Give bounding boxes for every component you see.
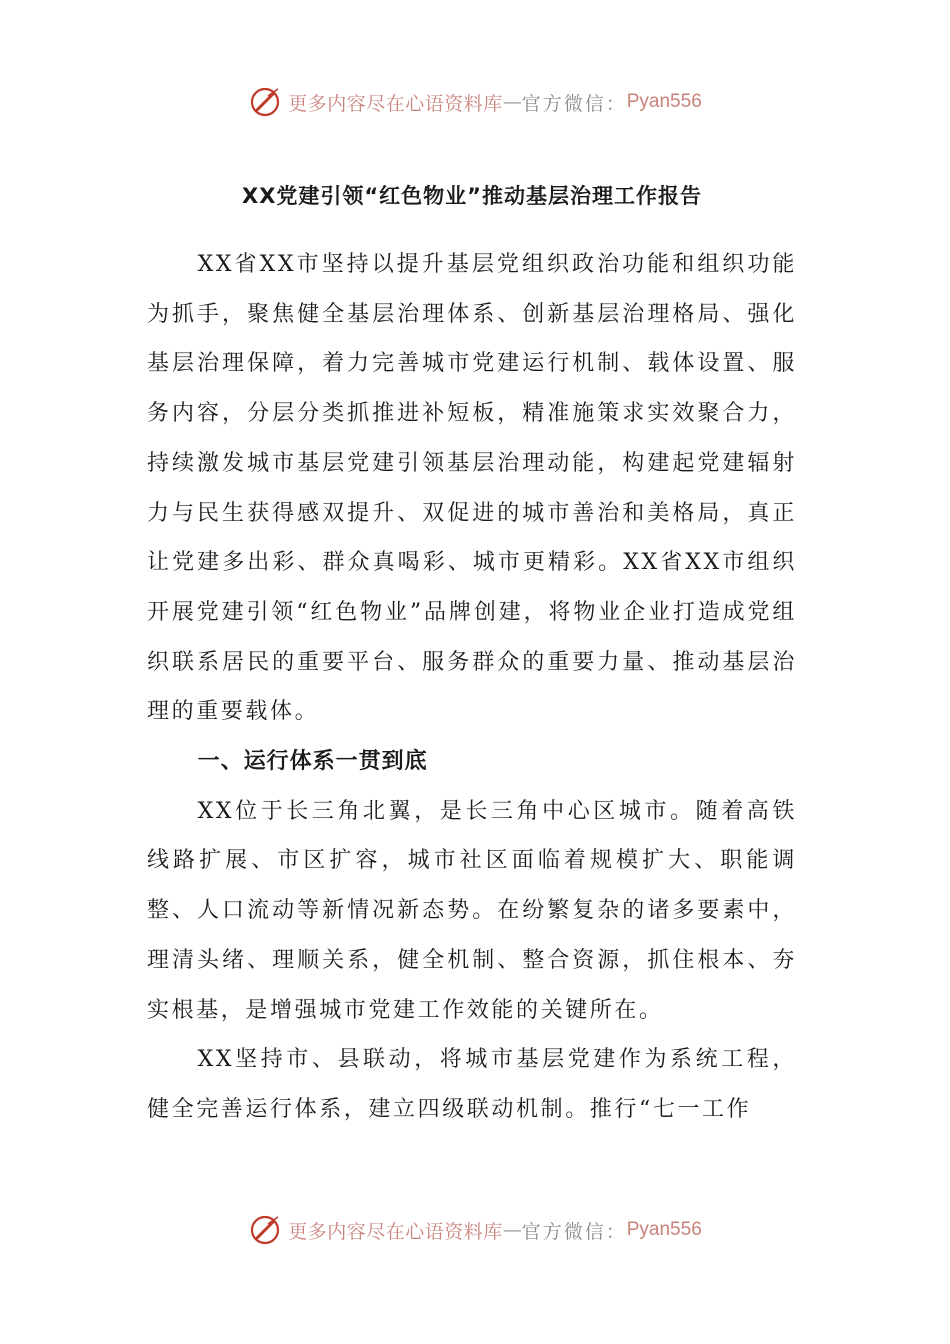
intro-paragraph: XX省XX市坚持以提升基层党组织政治功能和组织功能为抓手，聚焦健全基层治理体系、创新基层治理格局、强化基层治理保障，着力完善城市党建运行机制、载体设置、服务内容，分层分类抓推进补短板，精准施策求实效聚合力，持续激发城市基层党建引领基层治理动能，构建起党建辐射力与民生获得感双提升、双促进的城市善治和美格局，真正让党建多出彩、群众真喝彩、城市更精彩。XX省XX市组织开展党建引领“红色物业”品牌创建，将物业企业打造成党组织联系居民的重要平台、服务群众的重要力量、推动基层治理的重要载体。 <box>147 252 797 725</box>
footer-watermark <box>0 1210 950 1250</box>
document-body <box>147 172 797 1135</box>
section-paragraph: XX位于长三角北翼，是长三角中心区城市。随着高铁线路扩展、市区扩容，城市社区面临着规模扩大、职能调整、人口流动等新情况新态势。在纷繁复杂的诸多要素中，理清头绪、理顺关系，健全机制、整合资源，抓住根本、夯实根基，是增强城市党建工作效能的关键所在。 <box>147 798 797 1023</box>
wechat-id: Pyan556 <box>626 91 702 112</box>
wechat-label: 官方微信： <box>521 92 627 115</box>
wechat-label: 官方微信： <box>521 1220 627 1243</box>
separator: — <box>502 91 522 113</box>
document-title: XX党建引领“红色物业”推动基层治理工作报告 <box>242 184 702 208</box>
section-paragraph: XX坚持市、县联动，将城市基层党建作为系统工程，健全完善运行体系，建立四级联动机制。推行“七一工作 <box>147 1047 797 1122</box>
pen-logo-icon <box>248 85 282 119</box>
pen-logo-icon <box>248 1213 282 1247</box>
site-name: 更多内容尽在心语资料库 <box>288 92 503 115</box>
wechat-id: Pyan556 <box>626 1219 702 1240</box>
header-watermark <box>0 82 950 122</box>
site-name: 更多内容尽在心语资料库 <box>288 1220 503 1243</box>
section-heading: 一、运行体系一贯到底 <box>197 749 428 775</box>
separator: — <box>502 1219 522 1241</box>
